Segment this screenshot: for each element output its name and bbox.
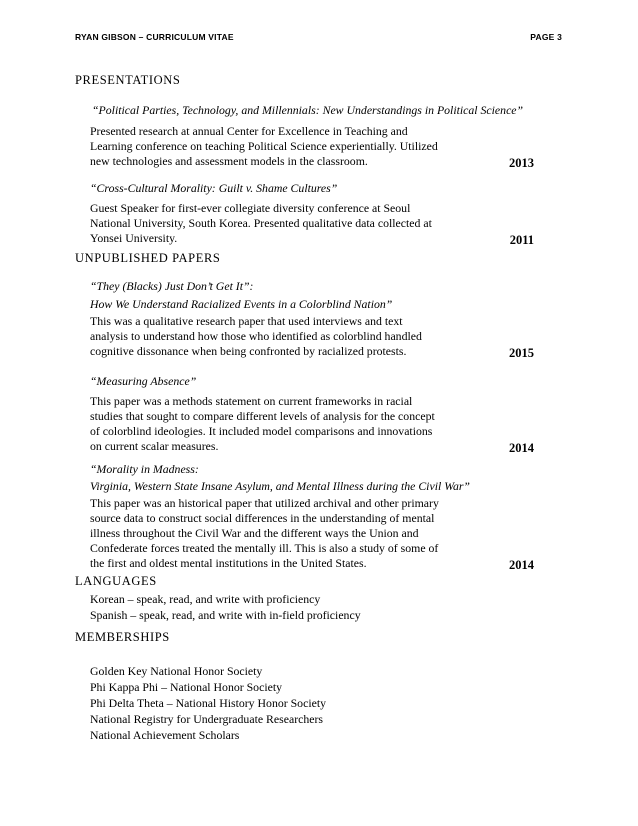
list-item: Phi Delta Theta – National History Honor Society [90,696,327,710]
entry-line: This was a qualitative research paper that used interviews and text [90,314,403,328]
entry-year: 2014 [509,441,534,455]
entry-line: Yonsei University. [90,231,178,245]
entry-year: 2011 [509,233,534,247]
entry-title: “Political Parties, Technology, and Millennials: New Understandings in Political Science” [92,103,524,117]
presentation-entry-1 [90,103,534,169]
entry-year: 2014 [509,558,534,572]
section-heading-presentations: PRESENTATIONS [75,73,181,87]
entry-line: Presented research at annual Center for Excellence in Teaching and [90,124,408,138]
section-heading-languages: LANGUAGES [75,574,157,588]
entry-year: 2013 [509,156,534,170]
languages-list [90,591,361,623]
entry-line: Learning conference on teaching Political Science experientially. Utilized [90,139,438,153]
entry-line: analysis to understand how those who identified as colorblind handled [90,329,422,343]
entry-line: new technologies and assessment models in the classroom. [90,154,368,168]
paper-entry-1 [90,279,534,359]
entry-title: How We Understand Racialized Events in a Colorblind Nation” [90,297,393,311]
paper-entry-3 [90,462,534,571]
list-item: Phi Kappa Phi – National Honor Society [90,680,283,694]
list-item: National Achievement Scholars [90,728,240,742]
entry-line: the first and oldest mental institutions in the United States. [90,556,367,570]
list-item: Spanish – speak, read, and write with in-field proficiency [90,608,361,622]
entry-line: cognitive dissonance when being confronted by racialized protests. [90,344,407,358]
entry-title: “Measuring Absence” [90,374,197,388]
entry-line: of colorblind ideologies. It included model comparisons and innovations [90,424,433,438]
entry-line: This paper was an historical paper that utilized archival and other primary [90,496,439,510]
paper-entry-2 [90,374,534,454]
entry-title: “Cross-Cultural Morality: Guilt v. Shame Cultures” [90,181,338,195]
entry-line: source data to construct social differences in the understanding of mental [90,511,435,525]
entry-title: “Morality in Madness: [90,462,199,476]
header-name: RYAN GIBSON – CURRICULUM VITAE [75,32,234,42]
presentation-entry-2 [90,181,534,246]
entry-year: 2015 [509,346,534,360]
list-item: Korean – speak, read, and write with proficiency [90,592,321,606]
page-number: PAGE 3 [530,32,562,42]
entry-line: National University, South Korea. Presented qualitative data collected at [90,216,432,230]
entry-line: This paper was a methods statement on current frameworks in racial [90,394,413,408]
list-item: National Registry for Undergraduate Researchers [90,712,324,726]
page-header [75,32,562,48]
entry-line: illness throughout the Civil War and the different ways the Union and [90,526,419,540]
entry-line: Guest Speaker for first-ever collegiate diversity conference at Seoul [90,201,411,215]
entry-title: Virginia, Western State Insane Asylum, and Mental Illness during the Civil War” [90,479,470,493]
section-heading-memberships: MEMBERSHIPS [75,630,170,644]
entry-title: “They (Blacks) Just Don’t Get It”: [90,279,254,293]
section-heading-unpublished-papers: UNPUBLISHED PAPERS [75,251,221,265]
entry-line: studies that sought to compare different levels of analysis for the concept [90,409,435,423]
list-item: Golden Key National Honor Society [90,664,263,678]
entry-line: on current scalar measures. [90,439,219,453]
entry-line: Confederate forces treated the mentally ill. This is also a study of some of [90,541,439,555]
memberships-list [90,663,326,743]
